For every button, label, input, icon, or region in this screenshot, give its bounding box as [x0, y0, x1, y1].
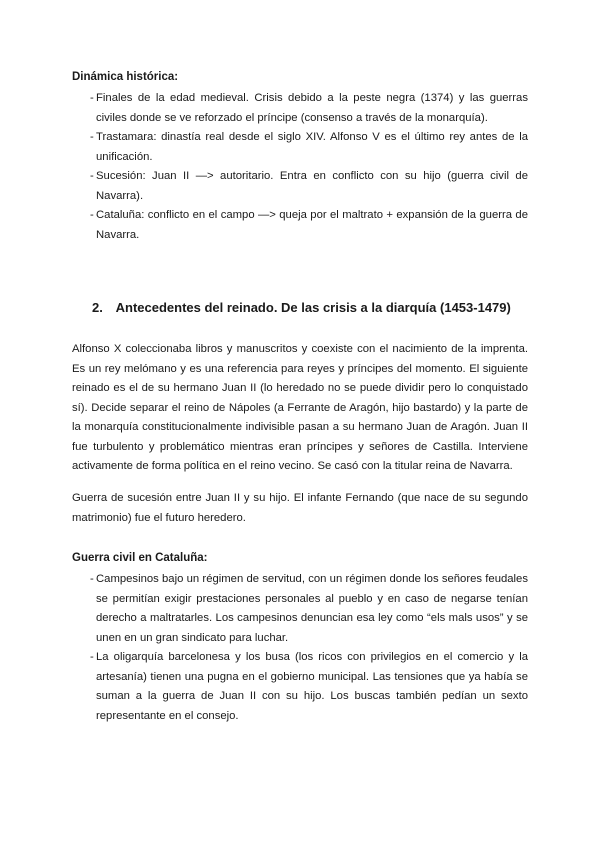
- paragraph: Alfonso X coleccionaba libros y manuscritos y coexiste con el nacimiento de la imprenta. Es un rey melómano y es una referencia para reyes y príncipes del momento. El siguiente reinado es el de su hermano Juan II (lo heredado no se puede dividir pero lo conquistado sí). Decide separar el reino de Nápoles (a Ferrante de Aragón, hijo bastardo) y la parte de la monarquía constitucionalmente indivisible pasan a su hermano Juan de Aragón. Juan II fue turbulento y problemático mientras eran príncipes y señores de Castilla. Interviene activamente de forma política en el reino vecino. Se casó con la titular reina de Navarra.: [72, 343, 528, 472]
- section-heading: [92, 298, 511, 318]
- list-item: [72, 89, 528, 128]
- section-title: Antecedentes del reinado. De las crisis a la diarquía (1453-1479): [115, 300, 511, 315]
- bullet-dash: -: [90, 170, 94, 182]
- list-item-text: La oligarquía barcelonesa y los busa (los ricos con privilegios en el comercio y la artesanía) tienen una pugna en el gobierno municipal. Las tensiones que ya había se suman a la guerra de Juan II con su hijo. Los buscas también pedían un sexto representante en el consejo.: [96, 651, 528, 722]
- guerra-heading: Guerra civil en Cataluña:: [72, 552, 208, 564]
- bullet-dash: -: [90, 209, 94, 221]
- list-item: [72, 167, 528, 206]
- paragraph: Guerra de sucesión entre Juan II y su hijo. El infante Fernando (que nace de su segundo matrimonio) fue el futuro heredero.: [72, 492, 528, 524]
- bullet-dash: -: [90, 92, 94, 104]
- bullet-dash: -: [90, 573, 94, 585]
- dinamica-heading: Dinámica histórica:: [72, 71, 179, 83]
- bullet-dash: -: [90, 651, 94, 663]
- list-item-text: Trastamara: dinastía real desde el siglo XIV. Alfonso V es el último rey antes de la unificación.: [96, 131, 528, 163]
- guerra-list: [72, 570, 528, 726]
- list-item-text: Finales de la edad medieval. Crisis debido a la peste negra (1374) y las guerras civiles donde se ve reforzado el príncipe (consenso a través de la monarquía).: [96, 92, 528, 124]
- list-item: [72, 206, 528, 245]
- list-item: [72, 648, 528, 726]
- list-item: [72, 128, 528, 167]
- bullet-dash: -: [90, 131, 94, 143]
- list-item-text: Cataluña: conflicto en el campo —> queja por el maltrato + expansión de la guerra de Navarra.: [96, 209, 528, 241]
- section-number: 2.: [92, 300, 103, 315]
- list-item-text: Campesinos bajo un régimen de servitud, con un régimen donde los señores feudales se permitían exigir prestaciones personales al pueblo y en caso de negarse tenían derecho a maltratarles. Los campesinos denuncian esa ley como “els mals usos” y se unen en un gran sindicato para luchar.: [96, 573, 528, 644]
- dinamica-list: [72, 89, 528, 245]
- list-item-text: Sucesión: Juan II —> autoritario. Entra en conflicto con su hijo (guerra civil de Navarra).: [96, 170, 528, 202]
- list-item: [72, 570, 528, 648]
